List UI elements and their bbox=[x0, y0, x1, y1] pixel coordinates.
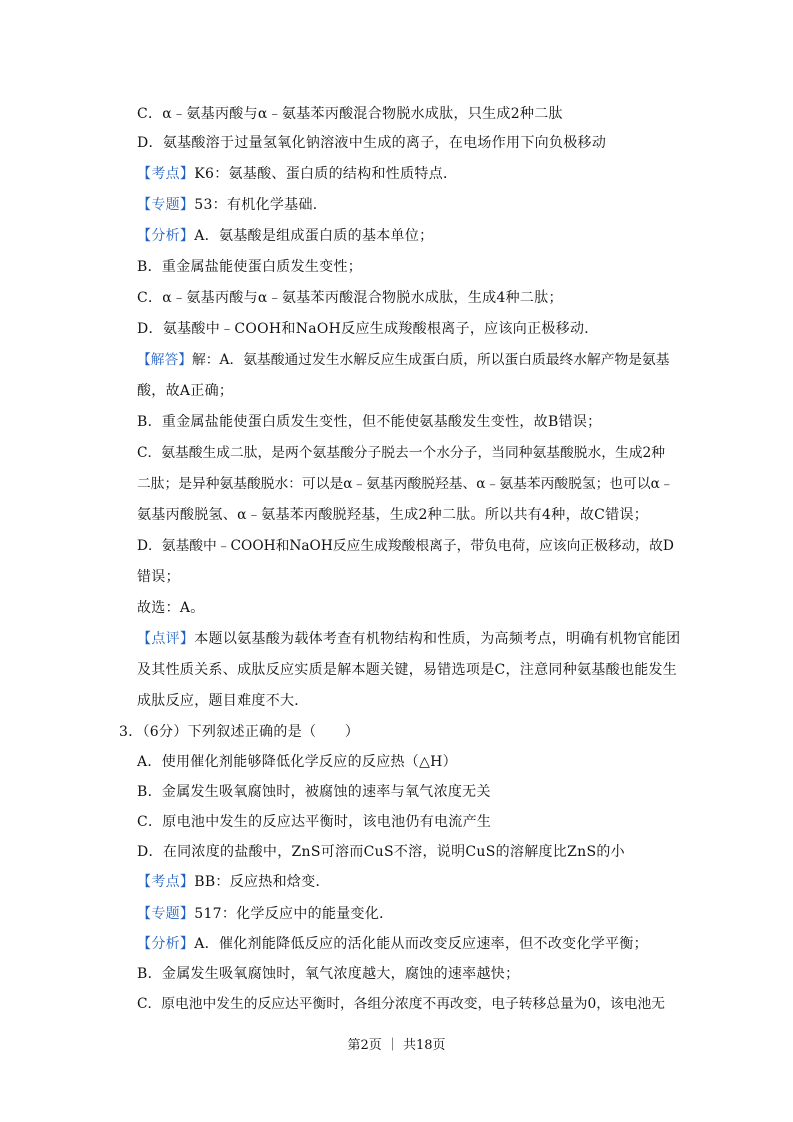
section-tag: 分析 bbox=[151, 936, 180, 952]
line-text: 错误； bbox=[137, 569, 180, 585]
tag-bracket-close: 】 bbox=[179, 631, 195, 647]
zhuanti-line-2 bbox=[137, 904, 393, 924]
tag-bracket-close: 】 bbox=[179, 936, 195, 952]
kaodian-line bbox=[137, 164, 457, 184]
q3-option-a bbox=[137, 752, 457, 772]
section-tag: 考点 bbox=[151, 166, 180, 182]
jieda-line bbox=[137, 350, 669, 370]
tag-bracket-open: 【 bbox=[137, 166, 152, 182]
tag-bracket-open: 【 bbox=[137, 352, 151, 368]
line-text: 53：有机化学基础． bbox=[194, 197, 328, 213]
dianping-line bbox=[137, 629, 680, 649]
tag-bracket-close: 】 bbox=[179, 166, 195, 182]
line-text: 解：A．氨基酸通过发生水解反应生成蛋白质，所以蛋白质最终水解产物是氨基 bbox=[192, 352, 670, 368]
section-tag: 考点 bbox=[151, 874, 180, 890]
line-text: 517：化学反应中的能量变化． bbox=[194, 906, 394, 922]
line-text: 3．（6分）下列叙述正确的是（ ） bbox=[119, 724, 360, 740]
line-text: D．氨基酸溶于过量氢氧化钠溶液中生成的离子，在电场作用下向负极移动 bbox=[137, 135, 607, 151]
line-text: C．α﹣氨基丙酸与α﹣氨基苯丙酸混合物脱水成肽，生成4种二肽； bbox=[137, 290, 563, 306]
answer-c-cont-1 bbox=[137, 474, 674, 494]
line-text: 故选：A。 bbox=[137, 600, 205, 616]
line-text: 及其性质关系、成肽反应实质是解本题关键，易错选项是C，注意同种氨基酸也能发生 bbox=[137, 662, 678, 678]
q3-option-b bbox=[137, 782, 491, 802]
line-text: 本题以氨基酸为载体考查有机物结构和性质，为高频考点，明确有机物官能团 bbox=[194, 631, 681, 647]
answer-c bbox=[137, 443, 665, 463]
line-text: A．氨基酸是组成蛋白质的基本单位； bbox=[194, 228, 434, 244]
section-tag: 解答 bbox=[150, 352, 179, 368]
line-text: B．金属发生吸氧腐蚀时，被腐蚀的速率与氧气浓度无关 bbox=[137, 784, 491, 800]
tag-bracket-close: 】 bbox=[179, 874, 195, 890]
analysis-c bbox=[137, 288, 563, 308]
tag-bracket-open: 【 bbox=[137, 874, 152, 890]
line-text: D．氨基酸中﹣COOH和NaOH反应生成羧酸根离子，应该向正极移动． bbox=[137, 321, 599, 337]
line-text: 氨基丙酸脱氢、α﹣氨基苯丙酸脱羟基，生成2种二肽。所以共有4种，故C错误； bbox=[137, 507, 649, 523]
analysis-b-2 bbox=[137, 964, 519, 984]
page-footer: 第2页 ｜ 共18页 bbox=[347, 1038, 446, 1053]
option-c bbox=[137, 104, 563, 124]
line-text: C．原电池中发生的反应达平衡时，各组分浓度不再改变，电子转移总量为0，该电池无 bbox=[137, 996, 666, 1012]
section-tag: 点评 bbox=[151, 631, 180, 647]
answer-d bbox=[137, 536, 674, 556]
tag-bracket-open: 【 bbox=[137, 228, 152, 244]
tag-bracket-close: 】 bbox=[179, 197, 195, 213]
tag-bracket-close: 】 bbox=[179, 906, 195, 922]
fenxi-line bbox=[137, 226, 433, 246]
line-text: 二肽；是异种氨基酸脱水：可以是α﹣氨基丙酸脱羟基、α﹣氨基苯丙酸脱氢；也可以α﹣ bbox=[137, 476, 674, 492]
q3-option-c bbox=[137, 812, 491, 832]
line-text: D．氨基酸中﹣COOH和NaOH反应生成羧酸根离子，带负电荷，应该向正极移动，故D bbox=[137, 538, 674, 554]
tag-bracket-open: 【 bbox=[137, 197, 152, 213]
dianping-cont-1 bbox=[137, 660, 677, 680]
line-text: A．催化剂能降低反应的活化能从而改变反应速率，但不改变化学平衡； bbox=[194, 936, 648, 952]
section-tag: 分析 bbox=[151, 228, 180, 244]
option-d bbox=[137, 133, 606, 153]
line-text: 酸，故A正确； bbox=[137, 383, 234, 399]
tag-bracket-open: 【 bbox=[137, 631, 152, 647]
line-text: C．氨基酸生成二肽，是两个氨基酸分子脱去一个水分子，当同种氨基酸脱水，生成2种 bbox=[137, 445, 666, 461]
kaodian-line-2 bbox=[137, 872, 330, 892]
line-text: B．重金属盐能使蛋白质发生变性，但不能使氨基酸发生变性，故B错误； bbox=[137, 414, 602, 430]
section-tag: 专题 bbox=[151, 906, 180, 922]
tag-bracket-close: 】 bbox=[179, 228, 195, 244]
line-text: C．α﹣氨基丙酸与α﹣氨基苯丙酸混合物脱水成肽，只生成2种二肽 bbox=[137, 106, 563, 122]
jieda-cont bbox=[137, 381, 233, 401]
answer-c-cont-2 bbox=[137, 505, 648, 525]
answer-choice bbox=[137, 598, 205, 618]
analysis-d bbox=[137, 319, 599, 339]
zhuanti-line bbox=[137, 195, 327, 215]
dianping-cont-2 bbox=[137, 691, 309, 711]
line-text: B．金属发生吸氧腐蚀时，氧气浓度越大，腐蚀的速率越快； bbox=[137, 966, 520, 982]
line-text: BB：反应热和焓变． bbox=[194, 874, 330, 890]
q3-option-d bbox=[137, 842, 625, 862]
analysis-b bbox=[137, 257, 362, 277]
tag-bracket-open: 【 bbox=[137, 936, 152, 952]
line-text: A．使用催化剂能够降低化学反应的反应热（△H） bbox=[137, 754, 457, 770]
fenxi-line-2 bbox=[137, 934, 648, 954]
line-text: D．在同浓度的盐酸中，ZnS可溶而CuS不溶，说明CuS的溶解度比ZnS的小 bbox=[137, 844, 625, 860]
line-text: C．原电池中发生的反应达平衡时，该电池仍有电流产生 bbox=[137, 814, 492, 830]
tag-bracket-open: 【 bbox=[137, 906, 152, 922]
line-text: 成肽反应，题目难度不大． bbox=[137, 693, 309, 709]
line-text: K6：氨基酸、蛋白质的结构和性质特点． bbox=[194, 166, 458, 182]
answer-d-cont bbox=[137, 567, 180, 587]
analysis-c-2 bbox=[137, 994, 665, 1014]
question-3 bbox=[119, 722, 359, 742]
tag-bracket-close: 】 bbox=[178, 352, 193, 368]
line-text: B．重金属盐能使蛋白质发生变性； bbox=[137, 259, 363, 275]
section-tag: 专题 bbox=[151, 197, 180, 213]
answer-b bbox=[137, 412, 601, 432]
